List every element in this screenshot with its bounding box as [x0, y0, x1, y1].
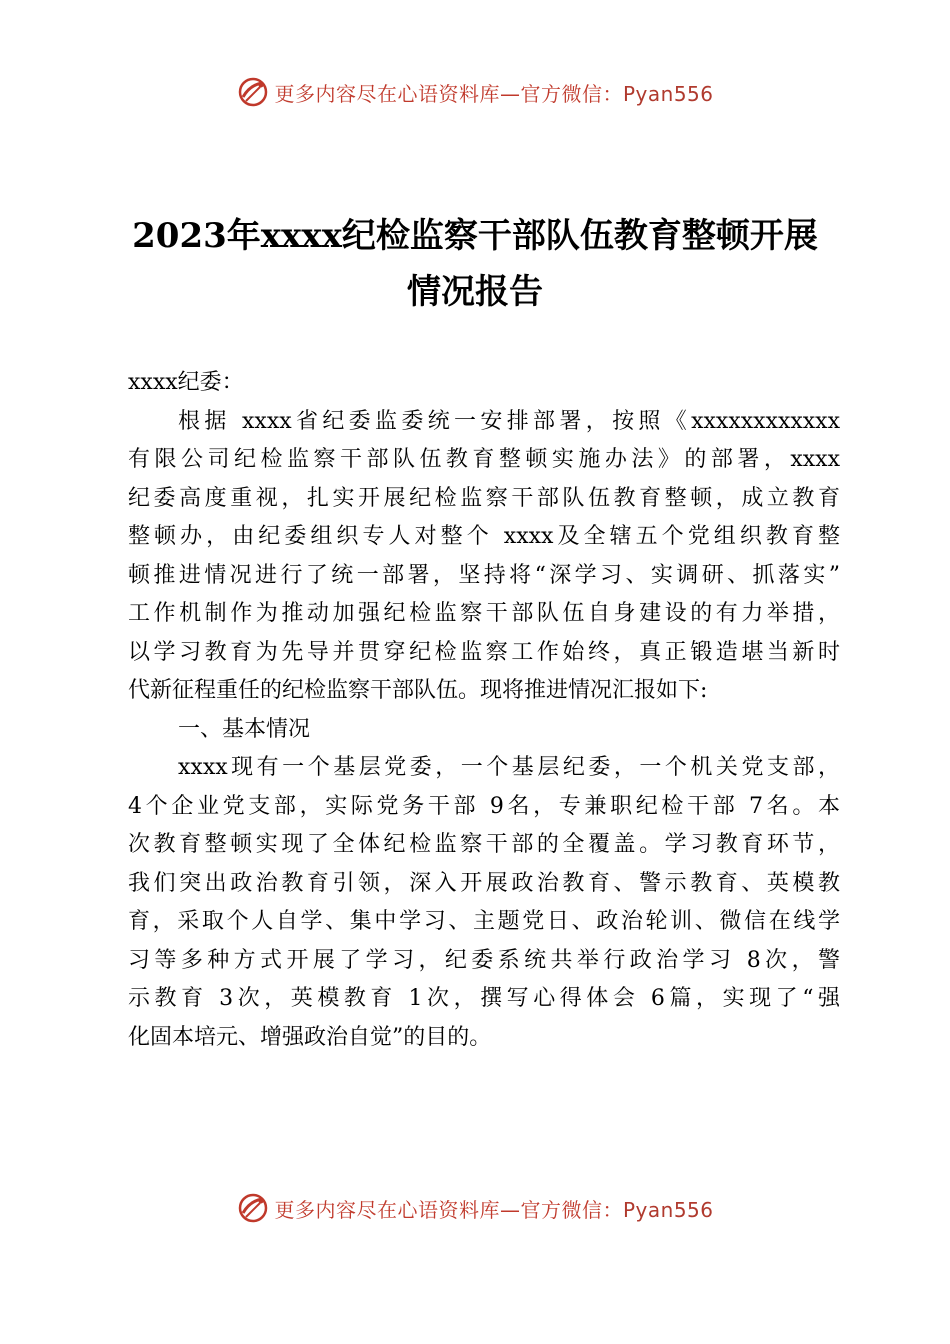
- body-line: 工作机制作为推动加强纪检监察干部队伍自身建设的有力举措，: [128, 601, 840, 626]
- body-line: 整顿办，由纪委组织专人对整个 xxxx及全辖五个党组织教育整: [128, 524, 840, 549]
- body-line: 4个企业党支部，实际党务干部 9名，专兼职纪检干部 7名。本: [128, 793, 840, 819]
- body-line: 我们突出政治教育引领，深入开展政治教育、警示教育、英模教: [128, 870, 840, 896]
- body-line: 示教育 3次，英模教育 1次，撰写心得体会 6篇，实现了“强: [128, 986, 840, 1011]
- header-banner: [0, 72, 950, 112]
- footer-banner: [0, 1188, 950, 1228]
- section-heading: 一、基本情况: [178, 716, 311, 742]
- body-line: xxxx现有一个基层党委，一个基层纪委，一个机关党支部，: [178, 755, 840, 780]
- body-line: 顿推进情况进行了统一部署，坚持将“深学习、实调研、抓落实”: [128, 562, 840, 588]
- brush-logo-icon: [236, 75, 270, 109]
- banner-text: 更多内容尽在心语资料库—官方微信：Pyan556: [274, 81, 714, 106]
- title-line-1: 2023年xxxx纪检监察干部队伍教育整顿开展: [132, 216, 818, 256]
- salutation: xxxx纪委：: [128, 370, 244, 395]
- document-title: [120, 208, 830, 320]
- body-line: 根据 xxxx省纪委监委统一安排部署，按照《xxxxxxxxxxxx: [178, 408, 840, 434]
- body-line: 次教育整顿实现了全体纪检监察干部的全覆盖。学习教育环节，: [128, 832, 840, 857]
- document-body: [128, 364, 840, 1057]
- body-line: 代新征程重任的纪检监察干部队伍。现将推进情况汇报如下:: [128, 678, 708, 703]
- body-line: 有限公司纪检监察干部队伍教育整顿实施办法》的部署，xxxx: [128, 447, 840, 472]
- title-line-2: 情况报告: [407, 272, 543, 312]
- body-line: 以学习教育为先导并贯穿纪检监察工作始终，真正锻造堪当新时: [128, 639, 840, 665]
- body-line: 化固本培元、增强政治自觉”的目的。: [128, 1024, 492, 1050]
- brush-logo-icon: [236, 1191, 270, 1225]
- body-line: 育，采取个人自学、集中学习、主题党日、政治轮训、微信在线学: [128, 909, 840, 934]
- body-line: 纪委高度重视，扎实开展纪检监察干部队伍教育整顿，成立教育: [128, 485, 840, 511]
- banner-text: 更多内容尽在心语资料库—官方微信：Pyan556: [274, 1197, 714, 1222]
- body-line: 习等多种方式开展了学习，纪委系统共举行政治学习 8次，警: [128, 947, 840, 973]
